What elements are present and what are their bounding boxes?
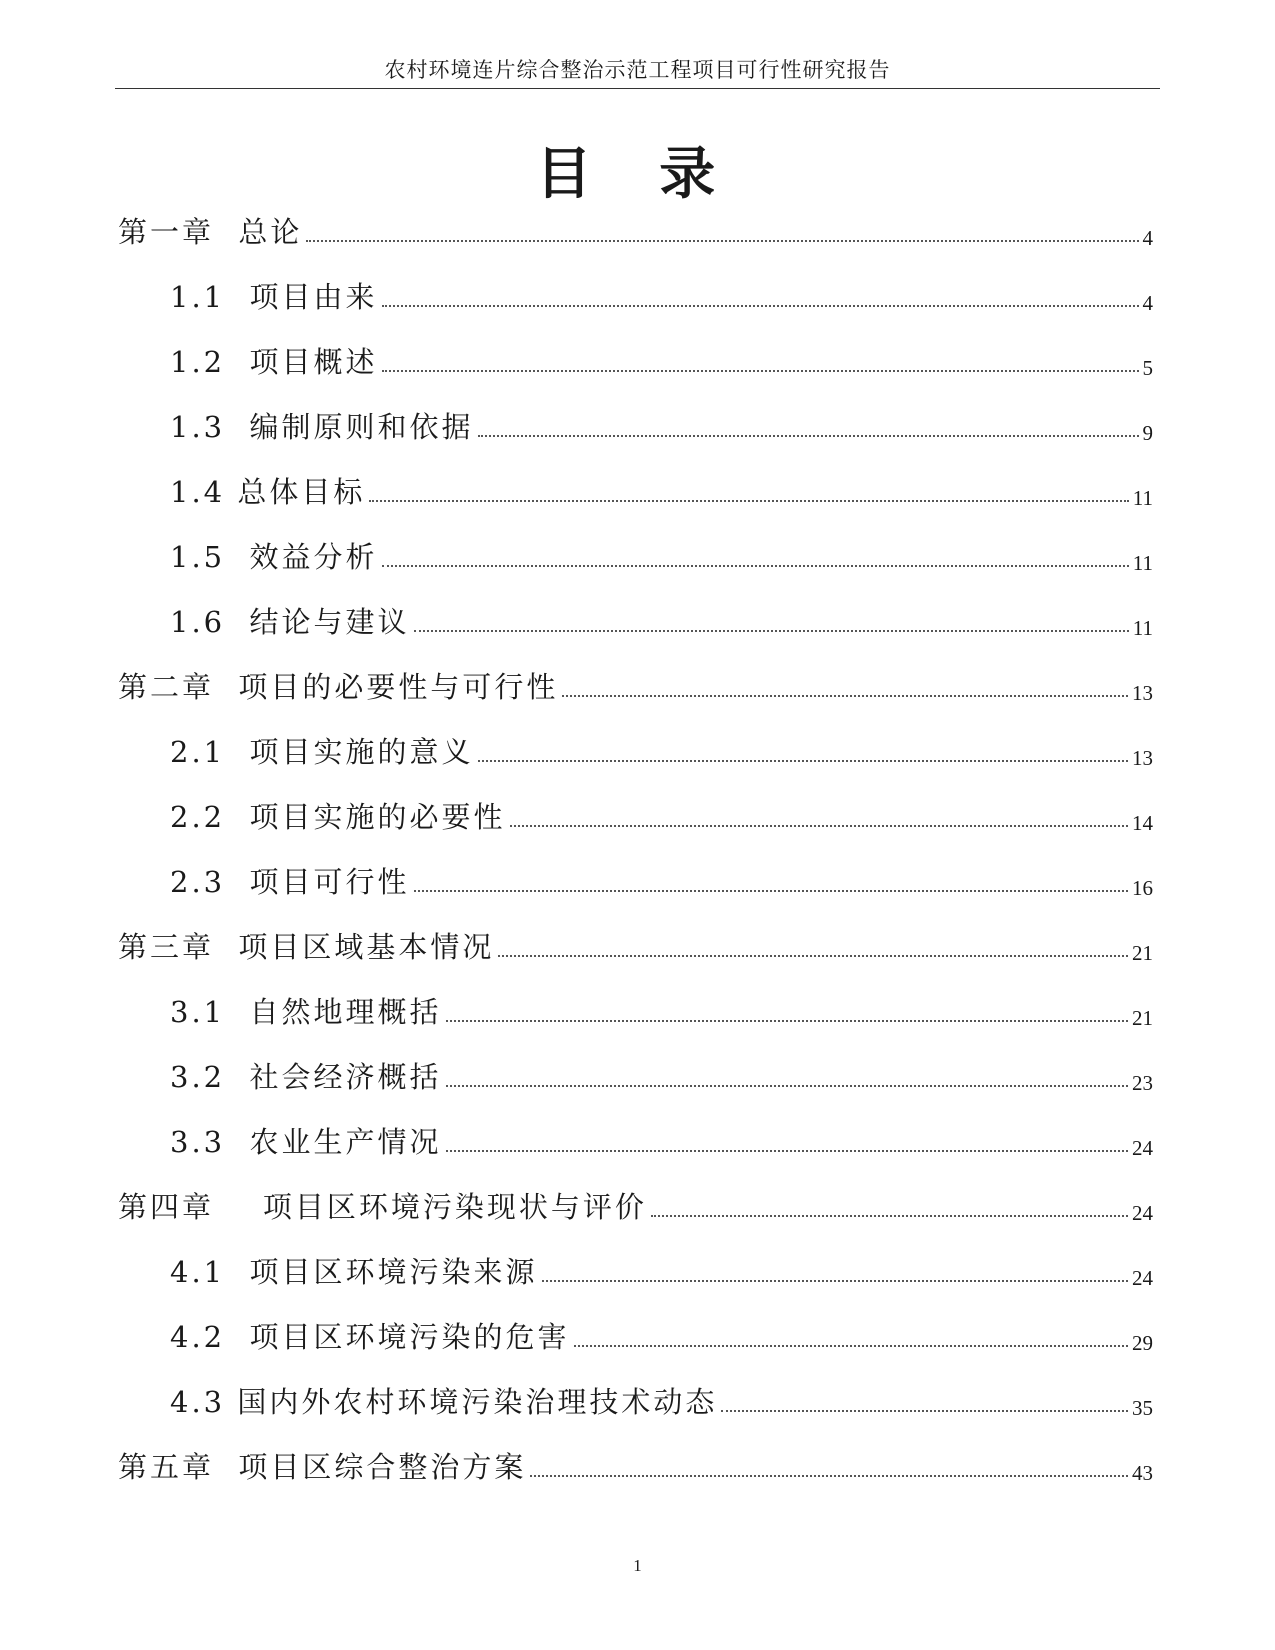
toc-entry[interactable]	[118, 783, 1153, 848]
toc-leader-dots	[306, 240, 1138, 242]
toc-entry[interactable]	[118, 198, 1153, 263]
toc-entry-label: 3.2 社会经济概括	[170, 1060, 442, 1094]
toc-entry-page: 9	[1142, 421, 1153, 445]
toc-entry[interactable]	[118, 1108, 1153, 1173]
toc-entry[interactable]	[118, 718, 1153, 783]
toc-leader-dots	[414, 630, 1129, 632]
toc-entry-label: 1.3 编制原则和依据	[170, 410, 474, 444]
toc-entry[interactable]	[118, 263, 1153, 328]
toc-entry-label: 4.1 项目区环境污染来源	[170, 1255, 538, 1289]
toc-entry-page: 13	[1132, 746, 1153, 770]
toc-entry[interactable]	[118, 458, 1153, 523]
page-number: 1	[633, 1556, 642, 1575]
toc-entry-page: 35	[1132, 1396, 1153, 1420]
toc-entry-page: 4	[1142, 291, 1153, 315]
toc-entry[interactable]	[118, 1238, 1153, 1303]
toc-entry[interactable]	[118, 1368, 1153, 1433]
toc-entry-label: 1.2 项目概述	[170, 345, 378, 379]
toc-entry-label: 第二章 项目的必要性与可行性	[118, 670, 559, 704]
toc-entry-label: 第五章 项目区综合整治方案	[118, 1450, 527, 1484]
toc-entry-label: 3.3 农业生产情况	[170, 1125, 442, 1159]
toc-entry-label: 第四章 项目区环境污染现状与评价	[118, 1190, 647, 1224]
toc-entry-page: 11	[1132, 486, 1153, 510]
toc-entry-page: 13	[1132, 681, 1153, 705]
toc-leader-dots	[382, 370, 1139, 372]
toc-entry-label: 1.6 结论与建议	[170, 605, 410, 639]
toc-entry-page: 11	[1132, 616, 1153, 640]
toc-entry-label: 1.5 效益分析	[170, 540, 378, 574]
toc-leader-dots	[498, 955, 1128, 957]
toc-entry-label: 2.3 项目可行性	[170, 865, 410, 899]
toc-leader-dots	[369, 500, 1128, 502]
toc-entry[interactable]	[118, 653, 1153, 718]
toc-entry-page: 4	[1142, 226, 1153, 250]
toc-entry-page: 5	[1142, 356, 1153, 380]
toc-entry-page: 24	[1132, 1136, 1153, 1160]
toc-leader-dots	[478, 435, 1139, 437]
toc-entry[interactable]	[118, 848, 1153, 913]
toc-entry-label: 4.2 项目区环境污染的危害	[170, 1320, 570, 1354]
toc-entry[interactable]	[118, 588, 1153, 653]
toc-entry[interactable]	[118, 523, 1153, 588]
toc-entry-page: 23	[1132, 1071, 1153, 1095]
toc-entry[interactable]	[118, 393, 1153, 458]
toc-entry-page: 21	[1132, 941, 1153, 965]
toc-leader-dots	[382, 305, 1139, 307]
toc-entry-page: 29	[1132, 1331, 1153, 1355]
toc-entry-page: 21	[1132, 1006, 1153, 1030]
toc-entry-page: 24	[1132, 1201, 1153, 1225]
toc-entry-label: 3.1 自然地理概括	[170, 995, 442, 1029]
header-rule	[115, 88, 1160, 89]
toc-entry[interactable]	[118, 1303, 1153, 1368]
toc-entry-label: 1.1 项目由来	[170, 280, 378, 314]
toc-leader-dots	[562, 695, 1128, 697]
toc-leader-dots	[530, 1475, 1128, 1477]
page-header: 农村环境连片综合整治示范工程项目可行性研究报告	[384, 58, 891, 82]
toc-entry[interactable]	[118, 913, 1153, 978]
toc-entry-label: 第三章 项目区域基本情况	[118, 930, 495, 964]
toc-entry-page: 11	[1132, 551, 1153, 575]
toc-entry[interactable]	[118, 328, 1153, 393]
toc-entry-label: 2.2 项目实施的必要性	[170, 800, 506, 834]
toc-leader-dots	[651, 1215, 1128, 1217]
toc-leader-dots	[446, 1020, 1128, 1022]
toc-leader-dots	[446, 1150, 1128, 1152]
toc-entry-page: 24	[1132, 1266, 1153, 1290]
toc-entry-label: 4.3 国内外农村环境污染治理技术动态	[170, 1385, 718, 1419]
toc-entry-label: 1.4 总体目标	[170, 475, 366, 509]
toc-leader-dots	[721, 1410, 1128, 1412]
toc-entry[interactable]	[118, 1173, 1153, 1238]
toc-leader-dots	[542, 1280, 1128, 1282]
toc-leader-dots	[574, 1345, 1128, 1347]
toc-leader-dots	[446, 1085, 1128, 1087]
toc-leader-dots	[510, 825, 1128, 827]
toc-leader-dots	[414, 890, 1128, 892]
toc-entry-page: 43	[1132, 1461, 1153, 1485]
toc-leader-dots	[478, 760, 1128, 762]
toc-leader-dots	[382, 565, 1129, 567]
toc-entry-page: 14	[1132, 811, 1153, 835]
toc-entry-page: 16	[1132, 876, 1153, 900]
toc-entry[interactable]	[118, 1043, 1153, 1108]
toc-entry-label: 2.1 项目实施的意义	[170, 735, 474, 769]
toc-entry[interactable]	[118, 978, 1153, 1043]
toc-entry-label: 第一章 总论	[118, 215, 303, 249]
toc-title: 目 录	[535, 141, 740, 207]
table-of-contents	[118, 198, 1153, 1498]
toc-entry[interactable]	[118, 1433, 1153, 1498]
